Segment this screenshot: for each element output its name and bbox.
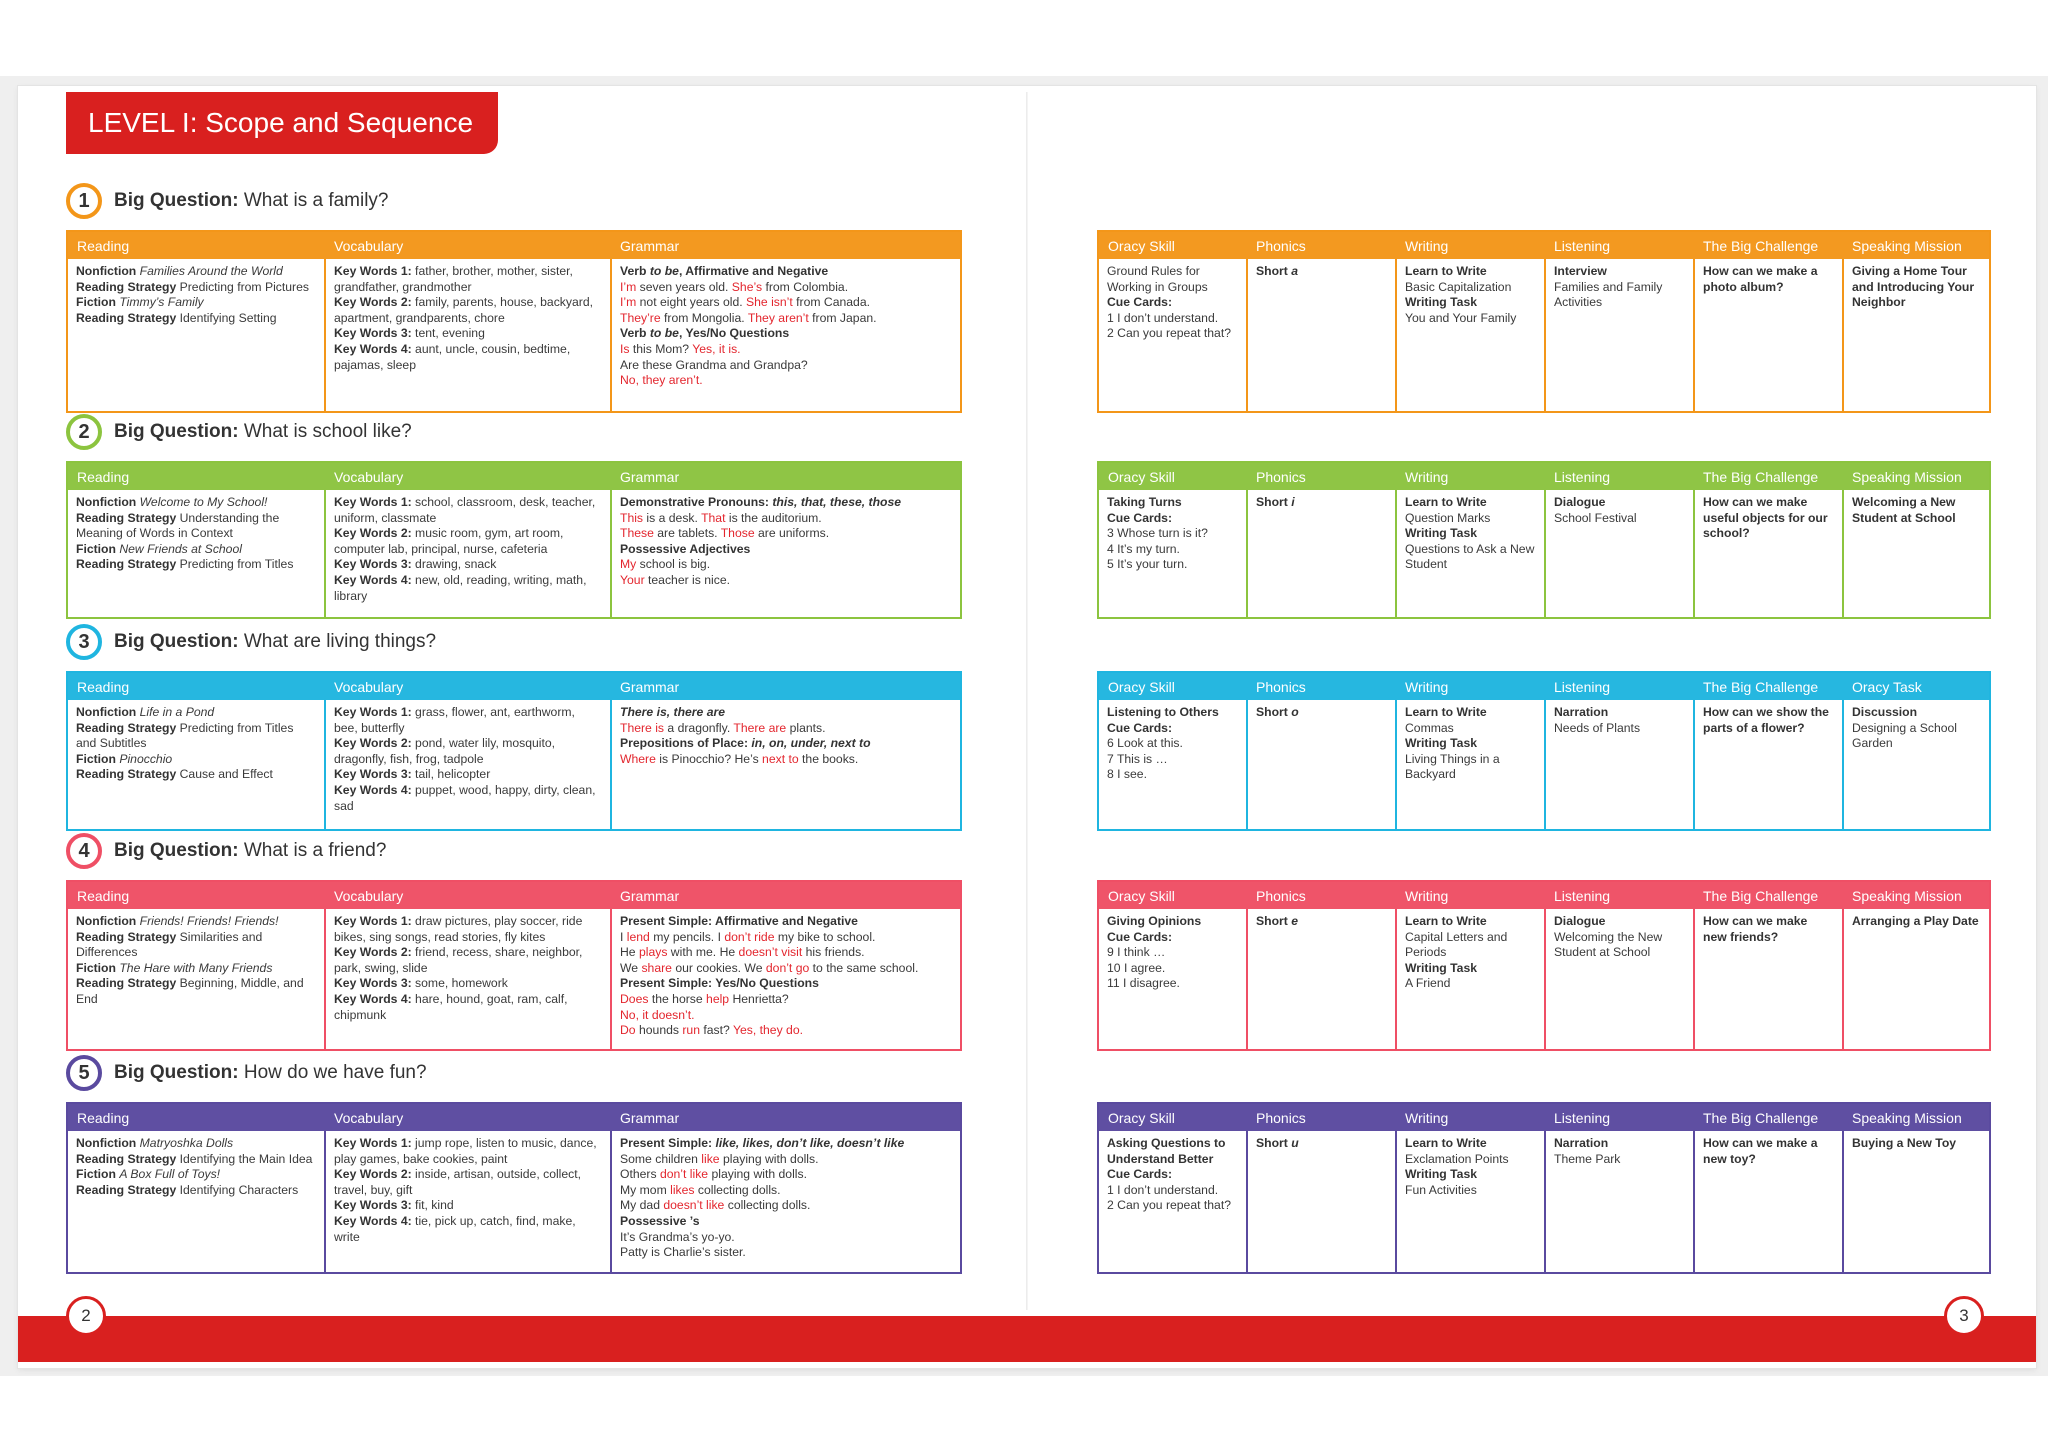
column-header: Listening: [1545, 231, 1694, 259]
column-header: The Big Challenge: [1694, 231, 1843, 259]
mission-cell: Buying a New Toy: [1852, 1136, 1957, 1150]
column-header: Phonics: [1247, 1103, 1396, 1131]
big-question-label: Big Question:: [114, 1062, 239, 1083]
column-header: Reading: [67, 1103, 325, 1131]
unit-5-left-table: [66, 1102, 962, 1274]
column-header: Speaking Mission: [1843, 881, 1990, 909]
unit-2-right-table: [1097, 461, 1991, 619]
column-header: The Big Challenge: [1694, 672, 1843, 700]
big-question-4: [66, 831, 386, 871]
column-header: Reading: [67, 231, 325, 259]
grammar-cell: Verb to be, Affirmative and Negative I’m seven years old. She’s from Colombia. I’m not eight years old. She isn’t from Canada. They’re from Mongolia. They aren’t from Japan. Verb to be, Yes/No Questions Is this Mom? Yes, it is. Are these Grandma and Grandpa? No, they aren’t.: [620, 264, 877, 388]
challenge-cell: How can we show the parts of a flower?: [1694, 700, 1843, 830]
column-header: Phonics: [1247, 462, 1396, 490]
grammar-cell: Present Simple: Affirmative and Negative I lend my pencils. I don’t ride my bike to school. He plays with me. He doesn’t visit his friends. We share our cookies. We don’t go to the same school. Present Simple: Yes/No Questions Does the horse help Henrietta? No, it doesn’t. Do hounds run fast? Yes, they do.: [620, 914, 919, 1038]
mission-cell: Discussion Designing a School Garden: [1852, 705, 1958, 751]
column-header: Phonics: [1247, 881, 1396, 909]
column-header: Grammar: [611, 231, 961, 259]
reading-cell: Nonfiction Friends! Friends! Friends! Reading Strategy Similarities and Differences Fiction The Hare with Many Friends Reading Strategy Beginning, Middle, and End: [67, 909, 325, 1050]
grammar-cell: Present Simple: like, likes, don’t like, doesn’t like Some children like playing with dolls. Others don’t like playing with dolls. My mom likes collecting dolls. My dad doesn’t like collecting dolls. Possessive ’s It’s Grandma’s yo-yo. Patty is Charlie’s sister.: [620, 1136, 905, 1260]
column-header: Oracy Skill: [1098, 672, 1247, 700]
challenge-cell: How can we make useful objects for our school?: [1694, 490, 1843, 618]
column-header: Writing: [1396, 881, 1545, 909]
unit-1-left-table: [66, 230, 962, 413]
unit-number-badge: 1: [66, 183, 102, 219]
oracy-cell: Giving Opinions Cue Cards: 9 I think … 10 I agree. 11 I disagree.: [1098, 909, 1247, 1050]
unit-4-right-table: [1097, 880, 1991, 1051]
big-question-text: [114, 840, 386, 862]
big-question-value: What are living things?: [243, 631, 437, 652]
column-header: Vocabulary: [325, 462, 611, 490]
column-header: Vocabulary: [325, 881, 611, 909]
big-question-value: How do we have fun?: [243, 1062, 427, 1083]
column-header: Grammar: [611, 672, 961, 700]
oracy-cell: Listening to Others Cue Cards: 6 Look at this. 7 This is … 8 I see.: [1098, 700, 1247, 830]
column-header: Speaking Mission: [1843, 231, 1990, 259]
big-question-2: [66, 412, 412, 452]
big-question-text: [114, 421, 412, 443]
oracy-cell: Taking Turns Cue Cards: 3 Whose turn is it? 4 It’s my turn. 5 It’s your turn.: [1098, 490, 1247, 618]
unit-2-left-table: [66, 461, 962, 619]
listening-cell: Dialogue Welcoming the New Student at School: [1545, 909, 1694, 1050]
column-header: The Big Challenge: [1694, 1103, 1843, 1131]
big-question-label: Big Question:: [114, 840, 239, 861]
writing-cell: Learn to Write Commas Writing Task Living Things in a Backyard: [1396, 700, 1545, 830]
footer-bar: [18, 1316, 2036, 1362]
grammar-cell: There is, there are There is a dragonfly. There are plants. Prepositions of Place: in, on, under, next to Where is Pinocchio? He’s next to the books.: [620, 705, 871, 766]
unit-number-badge: 5: [66, 1055, 102, 1091]
unit-number-badge: 4: [66, 833, 102, 869]
column-header: Vocabulary: [325, 231, 611, 259]
mission-cell: Welcoming a New Student at School: [1852, 495, 1956, 525]
column-header: Phonics: [1247, 672, 1396, 700]
phonics-cell: Short o: [1247, 700, 1396, 830]
challenge-cell: How can we make new friends?: [1694, 909, 1843, 1050]
writing-cell: Learn to Write Question Marks Writing Task Questions to Ask a New Student: [1396, 490, 1545, 618]
unit-3-right-table: [1097, 671, 1991, 831]
column-header: Grammar: [611, 1103, 961, 1131]
phonics-cell: Short u: [1247, 1131, 1396, 1273]
big-question-value: What is a family?: [243, 190, 389, 211]
column-header: Grammar: [611, 881, 961, 909]
unit-number-badge: 2: [66, 414, 102, 450]
big-question-label: Big Question:: [114, 631, 239, 652]
listening-cell: Narration Theme Park: [1545, 1131, 1694, 1273]
column-header: Oracy Skill: [1098, 231, 1247, 259]
big-question-text: [114, 190, 389, 212]
listening-cell: Narration Needs of Plants: [1545, 700, 1694, 830]
writing-cell: Learn to Write Capital Letters and Periods Writing Task A Friend: [1396, 909, 1545, 1050]
column-header: Listening: [1545, 462, 1694, 490]
mission-cell: Arranging a Play Date: [1852, 914, 1979, 928]
column-header: Speaking Mission: [1843, 462, 1990, 490]
unit-4-left-table: [66, 880, 962, 1051]
column-header: Oracy Task: [1843, 672, 1990, 700]
oracy-cell: Ground Rules for Working in Groups Cue Cards: 1 I don’t understand. 2 Can you repeat that?: [1098, 259, 1247, 412]
column-header: Writing: [1396, 462, 1545, 490]
big-question-5: [66, 1053, 427, 1093]
reading-cell: Nonfiction Life in a Pond Reading Strategy Predicting from Titles and Subtitles Fiction Pinocchio Reading Strategy Cause and Effect: [67, 700, 325, 830]
phonics-cell: Short a: [1247, 259, 1396, 412]
reading-cell: Nonfiction Welcome to My School! Reading Strategy Understanding the Meaning of Words in Context Fiction New Friends at School Reading Strategy Predicting from Titles: [67, 490, 325, 618]
vocabulary-cell: Key Words 1: grass, flower, ant, earthworm, bee, butterfly Key Words 2: pond, water lily, mosquito, dragonfly, fish, frog, tadpole Key Words 3: tail, helicopter Key Words 4: puppet, wood, happy, dirty, clean, sad: [325, 700, 611, 830]
vocabulary-cell: Key Words 1: jump rope, listen to music, dance, play games, bake cookies, paint Key Words 2: inside, artisan, outside, collect, travel, buy, gift Key Words 3: fit, kind Key Words 4: tie, pick up, catch, find, make, write: [325, 1131, 611, 1273]
big-question-value: What is school like?: [243, 421, 412, 442]
big-question-1: [66, 181, 389, 221]
column-header: Listening: [1545, 1103, 1694, 1131]
column-header: Oracy Skill: [1098, 881, 1247, 909]
page-number-right: 3: [1944, 1296, 1984, 1336]
column-header: Writing: [1396, 231, 1545, 259]
level-title: LEVEL I: Scope and Sequence: [66, 92, 498, 154]
column-header: Listening: [1545, 672, 1694, 700]
reading-cell: Nonfiction Matryoshka Dolls Reading Strategy Identifying the Main Idea Fiction A Box Full of Toys! Reading Strategy Identifying Characters: [67, 1131, 325, 1273]
listening-cell: Dialogue School Festival: [1545, 490, 1694, 618]
column-header: Writing: [1396, 1103, 1545, 1131]
column-header: Reading: [67, 462, 325, 490]
vocabulary-cell: Key Words 1: draw pictures, play soccer, ride bikes, sing songs, read stories, fly kites Key Words 2: friend, recess, share, neighbor, park, swing, slide Key Words 3: some, homework Key Words 4: hare, hound, goat, ram, calf, chipmunk: [325, 909, 611, 1050]
column-header: Grammar: [611, 462, 961, 490]
column-header: The Big Challenge: [1694, 881, 1843, 909]
column-header: Phonics: [1247, 231, 1396, 259]
unit-1-right-table: [1097, 230, 1991, 413]
challenge-cell: How can we make a new toy?: [1694, 1131, 1843, 1273]
column-header: Vocabulary: [325, 1103, 611, 1131]
unit-3-left-table: [66, 671, 962, 831]
writing-cell: Learn to Write Basic Capitalization Writing Task You and Your Family: [1396, 259, 1545, 412]
phonics-cell: Short i: [1247, 490, 1396, 618]
writing-cell: Learn to Write Exclamation Points Writing Task Fun Activities: [1396, 1131, 1545, 1273]
vocabulary-cell: Key Words 1: school, classroom, desk, teacher, uniform, classmate Key Words 2: music room, gym, art room, computer lab, principal, nurse, cafeteria Key Words 3: drawing, snack Key Words 4: new, old, reading, writing, math, library: [325, 490, 611, 618]
big-question-3: [66, 622, 436, 662]
page-number-left: 2: [66, 1296, 106, 1336]
page-gutter: [1026, 92, 1028, 1310]
unit-5-right-table: [1097, 1102, 1991, 1274]
column-header: Reading: [67, 881, 325, 909]
grammar-cell: Demonstrative Pronouns: this, that, these, those This is a desk. That is the auditorium. These are tablets. Those are uniforms. Possessive Adjectives My school is big. Your teacher is nice.: [620, 495, 902, 587]
column-header: Listening: [1545, 881, 1694, 909]
unit-number-badge: 3: [66, 624, 102, 660]
column-header: Speaking Mission: [1843, 1103, 1990, 1131]
column-header: The Big Challenge: [1694, 462, 1843, 490]
column-header: Writing: [1396, 672, 1545, 700]
column-header: Reading: [67, 672, 325, 700]
big-question-label: Big Question:: [114, 190, 239, 211]
big-question-value: What is a friend?: [243, 840, 387, 861]
listening-cell: Interview Families and Family Activities: [1545, 259, 1694, 412]
vocabulary-cell: Key Words 1: father, brother, mother, sister, grandfather, grandmother Key Words 2: family, parents, house, backyard, apartment, grandparents, chore Key Words 3: tent, evening Key Words 4: aunt, uncle, cousin, bedtime, pajamas, sleep: [325, 259, 611, 412]
big-question-text: [114, 631, 436, 653]
big-question-label: Big Question:: [114, 421, 239, 442]
mission-cell: Giving a Home Tour and Introducing Your Neighbor: [1852, 264, 1975, 310]
challenge-cell: How can we make a photo album?: [1694, 259, 1843, 412]
column-header: Oracy Skill: [1098, 462, 1247, 490]
oracy-cell: Asking Questions to Understand Better Cue Cards: 1 I don’t understand. 2 Can you repeat that?: [1098, 1131, 1247, 1273]
reading-cell: Nonfiction Families Around the World Reading Strategy Predicting from Pictures Fiction Timmy’s Family Reading Strategy Identifying Setting: [67, 259, 325, 412]
column-header: Oracy Skill: [1098, 1103, 1247, 1131]
column-header: Vocabulary: [325, 672, 611, 700]
big-question-text: [114, 1062, 427, 1084]
phonics-cell: Short e: [1247, 909, 1396, 1050]
